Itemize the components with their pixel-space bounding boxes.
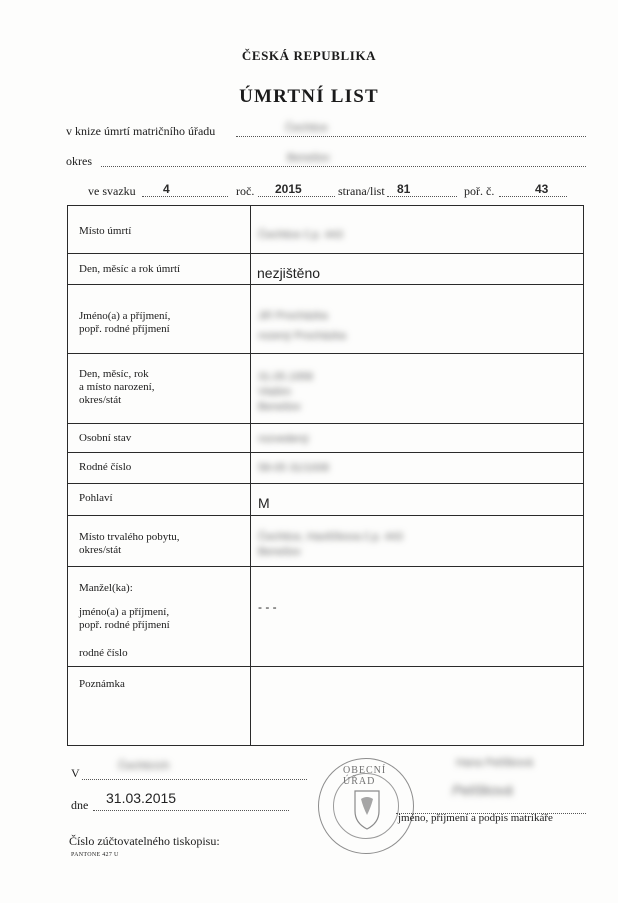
table-row-divider xyxy=(67,566,584,567)
year-label: roč. xyxy=(236,184,255,198)
date-of-death-value: nezjištěno xyxy=(257,265,321,281)
issue-date-value: 31.03.2015 xyxy=(106,790,177,806)
spouse-value: - - - xyxy=(258,600,277,614)
book-label: v knize úmrtí matričního úřadu xyxy=(66,124,216,138)
sex-label: Pohlaví xyxy=(79,492,113,504)
name-label-line-2: popř. rodné příjmení xyxy=(79,323,170,335)
birth-number-value: 58-05 31/1008 xyxy=(258,462,329,474)
order-value: 43 xyxy=(535,182,549,196)
marital-status-label: Osobní stav xyxy=(79,432,132,444)
birth-label-line-3: okres/stát xyxy=(79,394,122,406)
spouse-label: Manžel(ka): xyxy=(79,582,133,594)
year-value: 2015 xyxy=(275,182,302,196)
birth-label-line-2: a místo narození, xyxy=(79,381,155,393)
table-row-divider xyxy=(67,666,584,667)
table-row-divider xyxy=(67,353,584,354)
date-of-death-label: Den, měsíc a rok úmrtí xyxy=(79,263,181,275)
district-value: Benešov xyxy=(287,152,330,164)
birth-value-line-3: Benešov xyxy=(258,401,301,413)
birth-label-line-1: Den, měsíc, rok xyxy=(79,368,149,380)
name-value-line-1: Jiří Procházka xyxy=(258,310,328,322)
name-value-line-2: rozený Procházka xyxy=(258,330,347,342)
district-dotted-line xyxy=(101,154,586,167)
name-label-line-1: Jméno(a) a příjmení, xyxy=(79,310,171,322)
date-prefix: dne xyxy=(71,798,89,812)
note-label: Poznámka xyxy=(79,678,125,690)
residence-label-line-1: Místo trvalého pobytu, xyxy=(79,531,180,543)
place-prefix: V xyxy=(71,766,80,780)
volume-label: ve svazku xyxy=(88,184,136,198)
table-column-divider xyxy=(250,205,251,746)
table-row-divider xyxy=(67,452,584,453)
birth-number-label: Rodné číslo xyxy=(79,461,132,473)
order-label: poř. č. xyxy=(464,184,495,198)
spouse-birth-number-label: rodné číslo xyxy=(79,647,128,659)
pantone-note: PANTONE 427 U xyxy=(71,852,119,858)
residence-value-line-2: Benešov xyxy=(258,546,301,558)
stamp-text: OBECNÍ ÚŘAD xyxy=(343,765,387,787)
residence-value-line-1: Čechtice, Havlíčkova č.p. 443 xyxy=(258,531,403,543)
place-of-death-value: Čechtice č.p. 443 xyxy=(258,229,343,241)
place-dotted-line xyxy=(82,767,307,780)
spouse-name-label-line-1: jméno(a) a příjmení, xyxy=(79,606,170,618)
marital-status-value: rozvedený xyxy=(258,433,309,445)
signature-caption: jméno, příjmení a podpis matrikáře xyxy=(398,812,553,824)
volume-dotted-line xyxy=(142,184,228,197)
table-row-divider xyxy=(67,423,584,424)
page-label: strana/list xyxy=(338,184,385,198)
document-title: ÚMRTNÍ LIST xyxy=(239,86,379,107)
country-heading: ČESKÁ REPUBLIKA xyxy=(241,48,377,63)
record-table xyxy=(67,205,584,746)
registrar-signature: Pelíšková xyxy=(452,782,513,798)
registrar-name: Hana Pelíšková xyxy=(456,757,534,769)
place-value: Čechticích xyxy=(118,760,170,772)
table-row-divider xyxy=(67,483,584,484)
sex-value: M xyxy=(258,495,270,511)
birth-value-line-2: Vlašim xyxy=(258,386,292,398)
table-row-divider xyxy=(67,284,584,285)
volume-value: 4 xyxy=(163,182,170,196)
form-number-label: Číslo zúčtovatelného tiskopisu: xyxy=(69,834,220,848)
spouse-name-label-line-2: popř. rodné příjmení xyxy=(79,619,170,631)
table-row-divider xyxy=(67,515,584,516)
order-dotted-line xyxy=(499,184,567,197)
birth-value-line-1: 31.05.1958 xyxy=(258,371,314,383)
table-row-divider xyxy=(67,253,584,254)
book-value: Čechtice xyxy=(285,122,328,134)
page-value: 81 xyxy=(397,182,411,196)
place-of-death-label: Místo úmrtí xyxy=(79,225,132,237)
residence-label-line-2: okres/stát xyxy=(79,544,122,556)
district-label: okres xyxy=(66,154,92,168)
